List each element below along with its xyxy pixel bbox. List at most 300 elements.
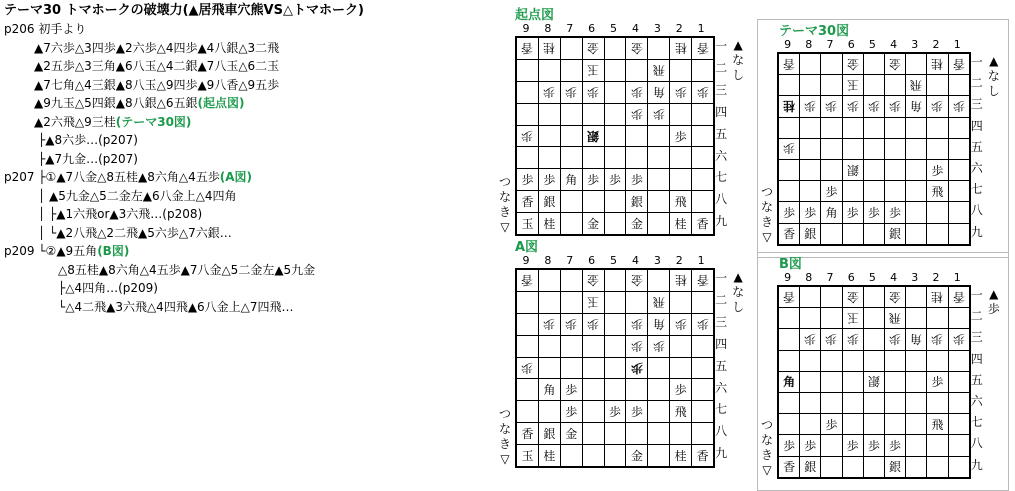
- file-label: 5: [868, 271, 876, 284]
- board-square: [843, 329, 864, 350]
- gote-piece: 香: [952, 56, 965, 71]
- sente-piece: 金: [630, 217, 643, 232]
- board-square: [906, 118, 927, 139]
- board-square: [561, 292, 583, 314]
- move-text: ▲7七角△4三銀▲8八玉△9四歩▲9八香△9五歩: [34, 77, 280, 92]
- sente-piece: 歩: [674, 383, 687, 398]
- sente-piece: 角: [825, 205, 838, 220]
- board-square: [864, 351, 885, 372]
- file-label: 6: [588, 254, 596, 267]
- sente-piece: 歩: [867, 438, 880, 453]
- board-square: [949, 435, 970, 456]
- sente-piece: 玉: [521, 217, 534, 232]
- board-square: [539, 401, 561, 423]
- file-label: 7: [566, 254, 574, 267]
- sente-piece: 香: [696, 449, 709, 464]
- board-square: [670, 314, 692, 336]
- board-square: [626, 169, 648, 191]
- board-square: [779, 414, 800, 435]
- board-square: [927, 329, 948, 350]
- board-square: [583, 38, 605, 60]
- board-square: [583, 358, 605, 380]
- board-square: [949, 224, 970, 245]
- board-square: [864, 435, 885, 456]
- rank-label: 二: [970, 309, 983, 324]
- board-square: [906, 414, 927, 435]
- board-square: [583, 82, 605, 104]
- board-square: [800, 224, 821, 245]
- board-square: [605, 358, 627, 380]
- board-square: [864, 308, 885, 329]
- board-square: [885, 160, 906, 181]
- board-square: [583, 191, 605, 213]
- file-label: 4: [631, 22, 639, 35]
- board-square: [670, 169, 692, 191]
- board-square: [583, 213, 605, 235]
- rank-label: 四: [715, 104, 728, 119]
- move-line: [38, 226, 232, 241]
- rank-label: 二: [970, 76, 983, 91]
- sente-piece: 歩: [804, 205, 817, 220]
- board-square: [692, 336, 714, 358]
- board-square: [605, 82, 627, 104]
- board-square: [927, 414, 948, 435]
- sente-piece: 角: [783, 375, 796, 390]
- sente-piece: 飛: [674, 405, 687, 420]
- rank-label: 五: [715, 126, 728, 141]
- board-square: [906, 75, 927, 96]
- board-square: [648, 82, 670, 104]
- sente-hand: ▲なし: [732, 38, 745, 82]
- file-label: 2: [932, 38, 940, 51]
- board-square: [864, 202, 885, 223]
- board-square: [843, 287, 864, 308]
- board-square: [692, 379, 714, 401]
- gote-piece: 飛: [652, 62, 665, 77]
- board-square: [927, 224, 948, 245]
- board-square: [906, 181, 927, 202]
- move-line: [4, 170, 252, 185]
- board-title: B図: [779, 257, 802, 272]
- board-square: [885, 329, 906, 350]
- rank-label: 一: [970, 288, 983, 302]
- board-square: [779, 139, 800, 160]
- rank-label: 七: [715, 402, 728, 417]
- sente-piece: 飛: [931, 417, 944, 432]
- board-square: [949, 139, 970, 160]
- gote-piece: 金: [587, 272, 600, 287]
- board-square: [906, 393, 927, 414]
- board-square: [648, 147, 670, 169]
- board-square: [779, 75, 800, 96]
- sente-piece: 香: [521, 427, 534, 442]
- gote-piece: 桂: [543, 40, 556, 55]
- board-square: [885, 435, 906, 456]
- file-label: 9: [784, 38, 792, 51]
- board-square: [517, 270, 539, 292]
- file-label: 1: [953, 38, 961, 51]
- board-square: [906, 435, 927, 456]
- board-square: [779, 224, 800, 245]
- file-label: 6: [847, 38, 855, 51]
- gote-piece: 銀: [587, 128, 600, 143]
- board-square: [692, 82, 714, 104]
- board-square: [626, 314, 648, 336]
- board-square: [605, 401, 627, 423]
- board-square: [605, 270, 627, 292]
- page-title: テーマ30 トマホークの破壊力(▲居飛車穴熊VS△トマホーク): [4, 3, 364, 18]
- board-square: [864, 181, 885, 202]
- board-square: [670, 423, 692, 445]
- sente-piece: 角: [543, 383, 556, 398]
- board-square: [561, 314, 583, 336]
- board-square: [626, 191, 648, 213]
- file-label: 3: [653, 22, 661, 35]
- board-square: [843, 118, 864, 139]
- board-square: [626, 292, 648, 314]
- board-square: [800, 329, 821, 350]
- board-square: [539, 358, 561, 380]
- board-square: [864, 393, 885, 414]
- board-square: [864, 54, 885, 75]
- sente-piece: 歩: [846, 205, 859, 220]
- board-square: [927, 435, 948, 456]
- gote-piece: 金: [889, 56, 902, 71]
- sente-piece: 歩: [783, 205, 796, 220]
- board-square: [885, 96, 906, 117]
- gote-piece: 歩: [543, 316, 556, 331]
- board-square: [885, 139, 906, 160]
- gote-piece: 歩: [652, 338, 665, 353]
- board-square: [517, 423, 539, 445]
- sente-hand: ▲なし: [732, 270, 745, 314]
- board-square: [583, 379, 605, 401]
- board-square: [583, 60, 605, 82]
- gote-piece: 金: [587, 40, 600, 55]
- rank-label: 八: [715, 192, 728, 207]
- board-square: [626, 379, 648, 401]
- board-square: [626, 60, 648, 82]
- board-square: [692, 60, 714, 82]
- sente-piece: 飛: [931, 184, 944, 199]
- board-square: [670, 270, 692, 292]
- rank-label: 五: [970, 139, 983, 154]
- sente-piece: 歩: [931, 375, 944, 390]
- gote-piece: 歩: [630, 106, 643, 121]
- board-square: [605, 292, 627, 314]
- rank-label: 四: [970, 118, 983, 133]
- gote-piece: 歩: [521, 128, 534, 143]
- board-square: [843, 139, 864, 160]
- board-square: [949, 372, 970, 393]
- file-label: 4: [890, 271, 898, 284]
- board-square: [906, 160, 927, 181]
- board-square: [539, 379, 561, 401]
- file-label: 3: [911, 38, 919, 51]
- board-square: [561, 60, 583, 82]
- board-square: [670, 104, 692, 126]
- sente-piece: 歩: [867, 205, 880, 220]
- board-square: [670, 60, 692, 82]
- board-square: [779, 54, 800, 75]
- board-square: [949, 54, 970, 75]
- board-square: [605, 213, 627, 235]
- board-square: [821, 351, 842, 372]
- board-square: [539, 104, 561, 126]
- file-label: 7: [566, 22, 574, 35]
- board-square: [539, 336, 561, 358]
- move-line: [4, 22, 86, 37]
- rank-label: 八: [715, 424, 728, 439]
- rank-label: 六: [970, 394, 983, 408]
- board-square: [561, 104, 583, 126]
- sente-piece: 銀: [630, 195, 643, 210]
- board-square: [670, 401, 692, 423]
- board-square: [779, 457, 800, 478]
- board-square: [539, 147, 561, 169]
- board-square: [885, 351, 906, 372]
- board-square: [821, 414, 842, 435]
- board-square: [885, 118, 906, 139]
- board-square: [885, 202, 906, 223]
- board-square: [800, 160, 821, 181]
- board-square: [692, 147, 714, 169]
- board-square: [927, 372, 948, 393]
- board-square: [561, 147, 583, 169]
- move-text: △8五桂▲8六角△4五歩▲7八金△5二金左▲5九金: [58, 262, 316, 277]
- board-square: [906, 308, 927, 329]
- board-square: [885, 308, 906, 329]
- board-square: [906, 139, 927, 160]
- board-square: [843, 54, 864, 75]
- move-line: [58, 263, 315, 278]
- move-line: [4, 244, 129, 259]
- rank-label: 二: [715, 60, 728, 75]
- file-label: 4: [890, 38, 898, 51]
- board-square: [800, 118, 821, 139]
- board-square: [949, 118, 970, 139]
- sente-piece: 桂: [674, 217, 687, 232]
- gote-piece: 桂: [931, 56, 944, 71]
- gote-piece: 銀: [846, 162, 859, 177]
- rank-label: 四: [715, 336, 728, 351]
- board-square: [517, 147, 539, 169]
- board-square: [539, 82, 561, 104]
- board-square: [583, 445, 605, 467]
- gote-piece: 銀: [867, 374, 880, 389]
- gote-piece: 桂: [931, 289, 944, 304]
- board-square: [583, 401, 605, 423]
- move-text: │ └▲2八飛△2二飛▲5六歩△7六銀…: [38, 225, 232, 240]
- gote-piece: 歩: [696, 316, 709, 331]
- board-square: [821, 457, 842, 478]
- sente-hand: ▲歩: [987, 287, 1000, 316]
- rank-label: 九: [970, 457, 983, 472]
- sente-piece: 歩: [931, 163, 944, 178]
- board-square: [949, 75, 970, 96]
- board-square: [843, 351, 864, 372]
- file-label: 2: [675, 22, 683, 35]
- board-square: [583, 104, 605, 126]
- board-square: [561, 445, 583, 467]
- file-label: 8: [544, 254, 552, 267]
- board-square: [779, 329, 800, 350]
- board-square: [927, 118, 948, 139]
- board-square: [648, 191, 670, 213]
- board-square: [821, 181, 842, 202]
- move-text: ├▲7九金…(p207): [38, 151, 138, 166]
- board-square: [821, 435, 842, 456]
- sente-piece: 桂: [543, 217, 556, 232]
- board-square: [821, 160, 842, 181]
- gote-piece: 歩: [565, 316, 578, 331]
- file-label: 9: [522, 254, 530, 267]
- move-text: ▲9九玉△5四銀▲8八銀△6五銀: [34, 96, 198, 110]
- board-square: [949, 287, 970, 308]
- board-square: [927, 139, 948, 160]
- sente-hand: ▲なし: [987, 54, 1000, 98]
- board-square: [885, 224, 906, 245]
- board-square: [626, 336, 648, 358]
- file-label: 9: [784, 271, 792, 284]
- sente-piece: 歩: [543, 173, 556, 188]
- board-square: [885, 287, 906, 308]
- board-square: [539, 445, 561, 467]
- gote-hand: つなき▽: [498, 407, 511, 467]
- board-square: [800, 457, 821, 478]
- move-line: [34, 115, 191, 130]
- board-square: [517, 379, 539, 401]
- board-square: [626, 401, 648, 423]
- board-square: [800, 435, 821, 456]
- board-square: [517, 401, 539, 423]
- board-square: [821, 96, 842, 117]
- board-grid: [777, 285, 971, 479]
- board-square: [864, 329, 885, 350]
- gote-piece: 歩: [804, 331, 817, 346]
- sente-piece: 銀: [804, 460, 817, 475]
- board-square: [648, 336, 670, 358]
- gote-piece: 歩: [652, 106, 665, 121]
- board-square: [906, 457, 927, 478]
- gote-hand: つなき▽: [760, 184, 773, 244]
- board-square: [539, 423, 561, 445]
- gote-piece: 歩: [867, 98, 880, 113]
- rank-label: 一: [715, 39, 728, 53]
- board-square: [779, 202, 800, 223]
- gote-piece: 桂: [783, 98, 796, 113]
- gote-piece: 歩: [783, 141, 796, 156]
- board-square: [626, 270, 648, 292]
- board-square: [779, 393, 800, 414]
- board-square: [605, 191, 627, 213]
- board-square: [605, 60, 627, 82]
- board-square: [885, 54, 906, 75]
- board-square: [626, 38, 648, 60]
- file-label: 5: [610, 22, 618, 35]
- board-square: [843, 457, 864, 478]
- board-square: [843, 96, 864, 117]
- board-square: [648, 358, 670, 380]
- board-square: [605, 38, 627, 60]
- board-square: [800, 308, 821, 329]
- gote-piece: 歩: [846, 331, 859, 346]
- board-square: [648, 423, 670, 445]
- gote-piece: 歩: [630, 338, 643, 353]
- sente-piece: 歩: [565, 405, 578, 420]
- board-square: [648, 379, 670, 401]
- board-square: [927, 287, 948, 308]
- board-square: [648, 60, 670, 82]
- gote-piece: 角: [910, 98, 923, 113]
- board-square: [670, 358, 692, 380]
- rank-label: 二: [715, 292, 728, 307]
- sente-piece: 歩: [565, 383, 578, 398]
- board-square: [670, 445, 692, 467]
- board-square: [648, 314, 670, 336]
- board-square: [539, 270, 561, 292]
- sente-piece: 歩: [630, 405, 643, 420]
- board-square: [692, 38, 714, 60]
- board-square: [539, 213, 561, 235]
- board-square: [821, 54, 842, 75]
- board-square: [605, 423, 627, 445]
- board-square: [517, 60, 539, 82]
- board-square: [885, 414, 906, 435]
- board-square: [692, 169, 714, 191]
- move-text: p206 初手より: [4, 22, 87, 36]
- board-square: [949, 329, 970, 350]
- sente-piece: 桂: [543, 449, 556, 464]
- sente-piece: 歩: [521, 173, 534, 188]
- sente-piece: 歩: [674, 129, 687, 144]
- board-square: [626, 358, 648, 380]
- board-square: [800, 202, 821, 223]
- gote-piece: 歩: [630, 316, 643, 331]
- sente-piece: 歩: [825, 184, 838, 199]
- board-square: [927, 308, 948, 329]
- board-square: [906, 372, 927, 393]
- move-text: p207 ├①▲7八金△8五桂▲8六角△4五歩: [4, 170, 220, 184]
- board-square: [626, 104, 648, 126]
- board-square: [800, 414, 821, 435]
- board-square: [949, 308, 970, 329]
- board-square: [821, 393, 842, 414]
- rank-label: 八: [970, 203, 983, 218]
- gote-piece: 金: [630, 272, 643, 287]
- move-text: ▲7六歩△3四歩▲2六歩△4四歩▲4八銀△3二飛: [34, 40, 280, 55]
- gote-piece: 歩: [952, 331, 965, 346]
- gote-piece: 金: [889, 289, 902, 304]
- board-square: [800, 139, 821, 160]
- file-label: 6: [588, 22, 596, 35]
- board-square: [800, 54, 821, 75]
- move-text: ├▲8六歩…(p207): [38, 133, 138, 147]
- board-square: [949, 96, 970, 117]
- board-square: [539, 126, 561, 148]
- board-square: [949, 160, 970, 181]
- board-square: [648, 445, 670, 467]
- board-square: [779, 160, 800, 181]
- rank-label: 三: [715, 82, 728, 97]
- sente-piece: 銀: [543, 427, 556, 442]
- board-square: [927, 181, 948, 202]
- move-line: [34, 41, 279, 56]
- sente-piece: 歩: [783, 438, 796, 453]
- board-square: [605, 147, 627, 169]
- board-square: [779, 308, 800, 329]
- board-square: [583, 169, 605, 191]
